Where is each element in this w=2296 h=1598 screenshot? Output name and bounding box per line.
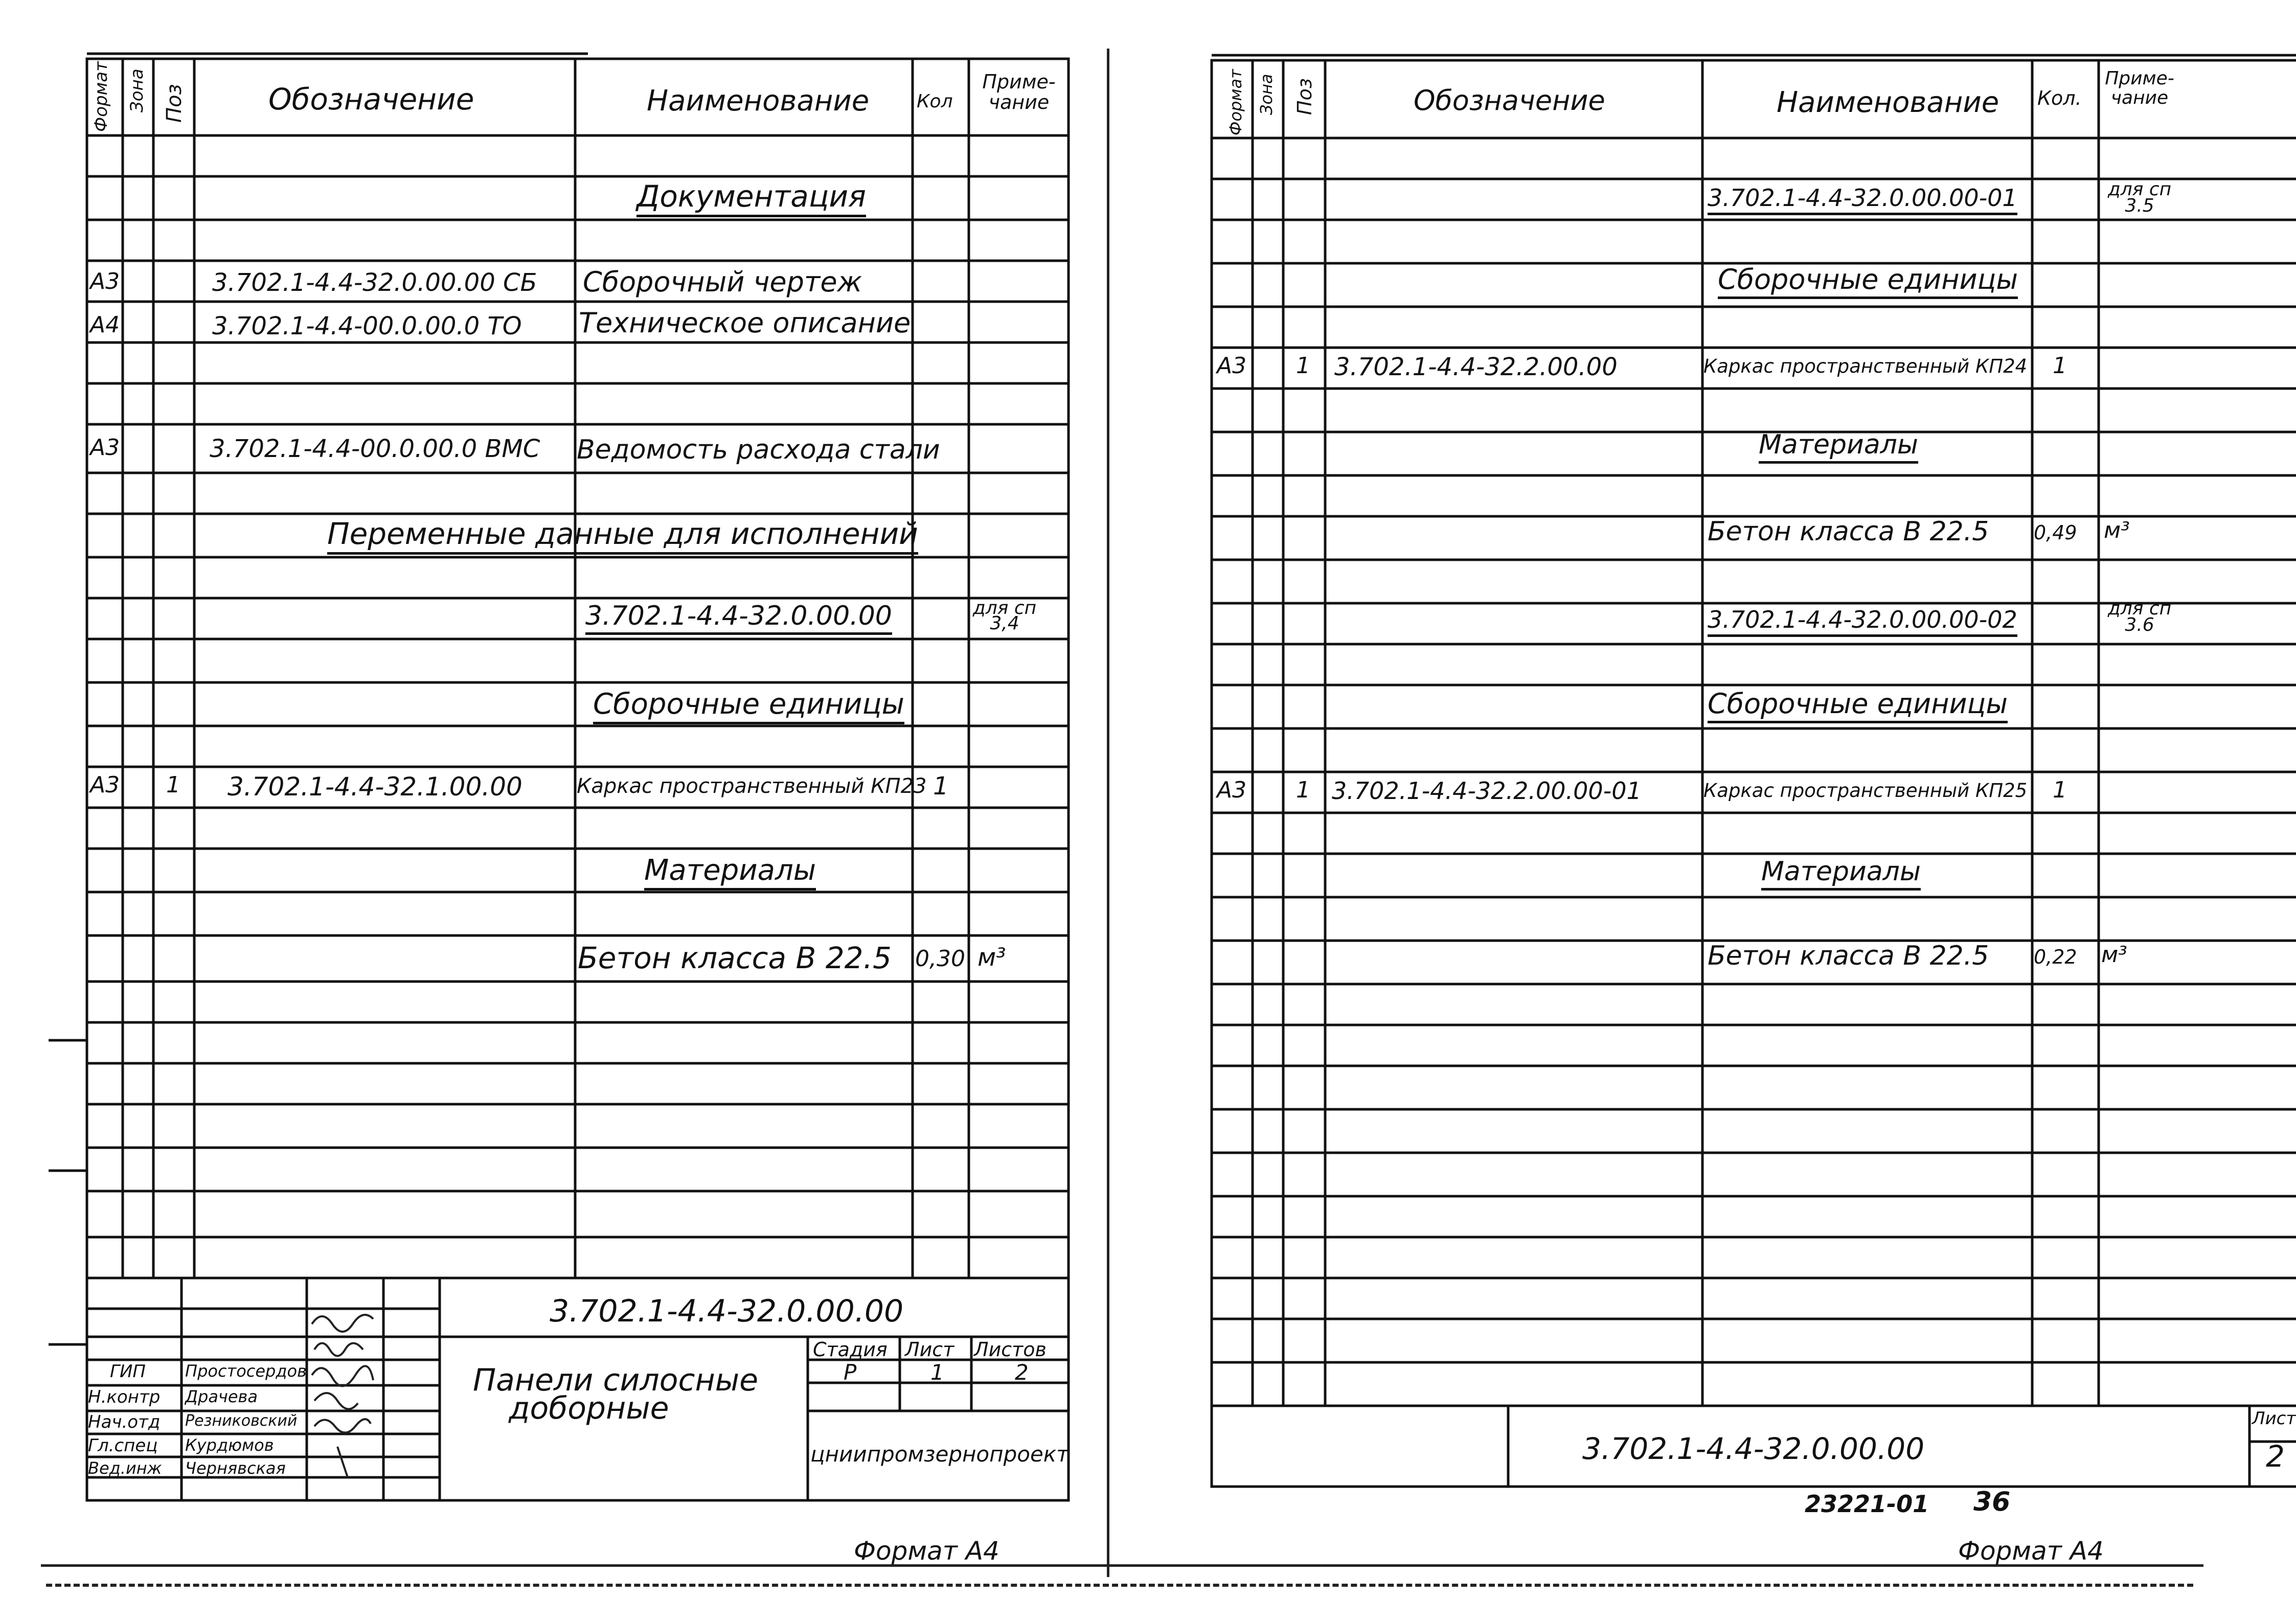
role-person: Драчева: [185, 1387, 258, 1406]
material2-unit: м³: [2101, 942, 2127, 968]
assembly1-designation: 3.702.1-4.4-32.2.00.00: [1334, 353, 1618, 381]
section-variable-data: Переменные данные для исполнений: [327, 516, 918, 555]
format-footer: Формат А4: [1958, 1536, 2104, 1566]
stage-value: Р: [844, 1360, 857, 1385]
assembly1-qty: 1: [2053, 353, 2067, 379]
role-person: Простосердов: [185, 1361, 307, 1381]
row-format: А4: [90, 312, 120, 338]
header-name: Наименование: [1777, 86, 1999, 119]
assembly2-designation: 3.702.1-4.4-32.2.00.00-01: [1332, 777, 1642, 805]
bottom-line: [41, 1564, 2203, 1567]
header-pos: Поз: [1293, 78, 1316, 115]
header-designation: Обозначение: [1414, 84, 1605, 117]
assembly-qty: 1: [933, 772, 949, 801]
cut-line: [46, 1584, 2193, 1587]
variant2-note: для сп 3.6: [2107, 598, 2172, 635]
right-sheet-label: Лист: [2252, 1408, 2296, 1429]
assembly-format: А3: [90, 772, 120, 798]
row-designation: 3.702.1-4.4-32.0.00.00 СБ: [212, 268, 537, 297]
page-number: 36: [1973, 1487, 2011, 1517]
variant2-designation: 3.702.1-4.4-32.0.00.00-02: [1708, 606, 2017, 637]
role-label: Нач.отд: [88, 1412, 161, 1432]
header-qty: Кол: [917, 91, 953, 112]
assembly-designation: 3.702.1-4.4-32.1.00.00: [228, 772, 522, 802]
left-table-grid: [0, 0, 1125, 1598]
right-sheet-value: 2: [2266, 1439, 2285, 1474]
row-name: Техническое описание: [579, 307, 911, 339]
row-name: Сборочный чертеж: [583, 266, 862, 298]
row-designation: 3.702.1-4.4-00.0.00.0 ТО: [212, 312, 522, 340]
signatures: [312, 1315, 373, 1477]
assembly2-name: Каркас пространственный КП25: [1703, 780, 2028, 802]
variant-designation: 3.702.1-4.4-32.0.00.00: [585, 601, 892, 635]
header-note: Приме-чание: [982, 71, 1056, 113]
header-name: Наименование: [647, 84, 870, 118]
assembly2-format: А3: [1217, 777, 1247, 803]
title-doc-number: 3.702.1-4.4-32.0.00.00: [550, 1293, 904, 1329]
role-label: ГИП: [110, 1361, 146, 1382]
assembly1-format: А3: [1217, 353, 1247, 379]
section-materials: Материалы: [644, 854, 816, 891]
sheets-value: 2: [1015, 1360, 1029, 1385]
assembly2-pos: 1: [1296, 777, 1310, 803]
row-designation: 3.702.1-4.4-00.0.00.0 ВМС: [210, 435, 540, 463]
material-qty: 0,30: [915, 946, 965, 972]
assembly1-pos: 1: [1296, 353, 1310, 379]
sheet-divider: [1107, 49, 1109, 1577]
section-assembly-units-2: Сборочные единицы: [1708, 688, 2008, 723]
title-line-2: доборные: [509, 1390, 669, 1426]
role-person: Курдюмов: [185, 1435, 274, 1455]
section-assembly-units: Сборочные единицы: [1718, 263, 2018, 299]
archive-number: 23221-01: [1805, 1490, 1929, 1518]
section-materials-2: Материалы: [1761, 856, 1921, 891]
stage-label: Стадия: [813, 1338, 888, 1361]
material2-name: Бетон класса В 22.5: [1708, 941, 1989, 971]
role-person: Чернявская: [185, 1458, 286, 1478]
role-person: Резниковский: [185, 1412, 298, 1430]
assembly-pos: 1: [166, 772, 180, 798]
right-table-grid: [1125, 0, 2240, 1598]
material2-qty: 0,22: [2034, 946, 2077, 968]
row-name: Ведомость расхода стали: [577, 435, 940, 465]
section-documentation: Документация: [636, 179, 866, 217]
header-designation: Обозначение: [268, 82, 474, 117]
material-name: Бетон класса В 22.5: [578, 941, 892, 975]
assembly1-name: Каркас пространственный КП24: [1703, 355, 2028, 377]
right-doc-number: 3.702.1-4.4-32.0.00.00: [1582, 1431, 1925, 1466]
role-label: Гл.спец: [88, 1435, 158, 1456]
format-footer: Формат А4: [854, 1536, 999, 1566]
header-format: Формат: [1226, 69, 1245, 135]
organization: цниипромзернопроект: [810, 1442, 1069, 1467]
header-zone: Зона: [1257, 74, 1276, 115]
row-format: А3: [90, 268, 120, 294]
variant1-designation: 3.702.1-4.4-32.0.00.00-01: [1708, 184, 2017, 215]
material1-unit: м³: [2104, 517, 2130, 543]
assembly2-qty: 1: [2053, 777, 2067, 803]
section-assembly-units: Сборочные единицы: [593, 688, 904, 724]
material1-name: Бетон класса В 22.5: [1708, 516, 1989, 547]
role-label: Н.контр: [88, 1387, 161, 1407]
material1-qty: 0,49: [2034, 521, 2077, 544]
row-format: А3: [90, 435, 120, 461]
header-format: Формат: [91, 61, 111, 132]
variant-note: для сп 3,4: [972, 598, 1037, 634]
material-unit: м³: [977, 943, 1006, 972]
variant1-note: для сп 3.5: [2107, 179, 2172, 216]
assembly-name: Каркас пространственный КП23: [577, 774, 927, 798]
role-label: Вед.инж: [88, 1458, 162, 1478]
section-materials: Материалы: [1759, 429, 1918, 464]
header-pos: Поз: [163, 84, 186, 123]
title-line-1: Панели силосные: [473, 1362, 758, 1398]
header-zone: Зона: [127, 69, 147, 112]
sheets-label: Листов: [974, 1338, 1047, 1361]
header-note: Приме-чание: [2105, 68, 2174, 108]
sheet-value: 1: [930, 1360, 944, 1385]
left-sheet: [0, 0, 1125, 1598]
right-sheet: [1125, 0, 2296, 1598]
sheet-label: Лист: [905, 1338, 954, 1361]
header-qty: Кол.: [2037, 87, 2082, 109]
